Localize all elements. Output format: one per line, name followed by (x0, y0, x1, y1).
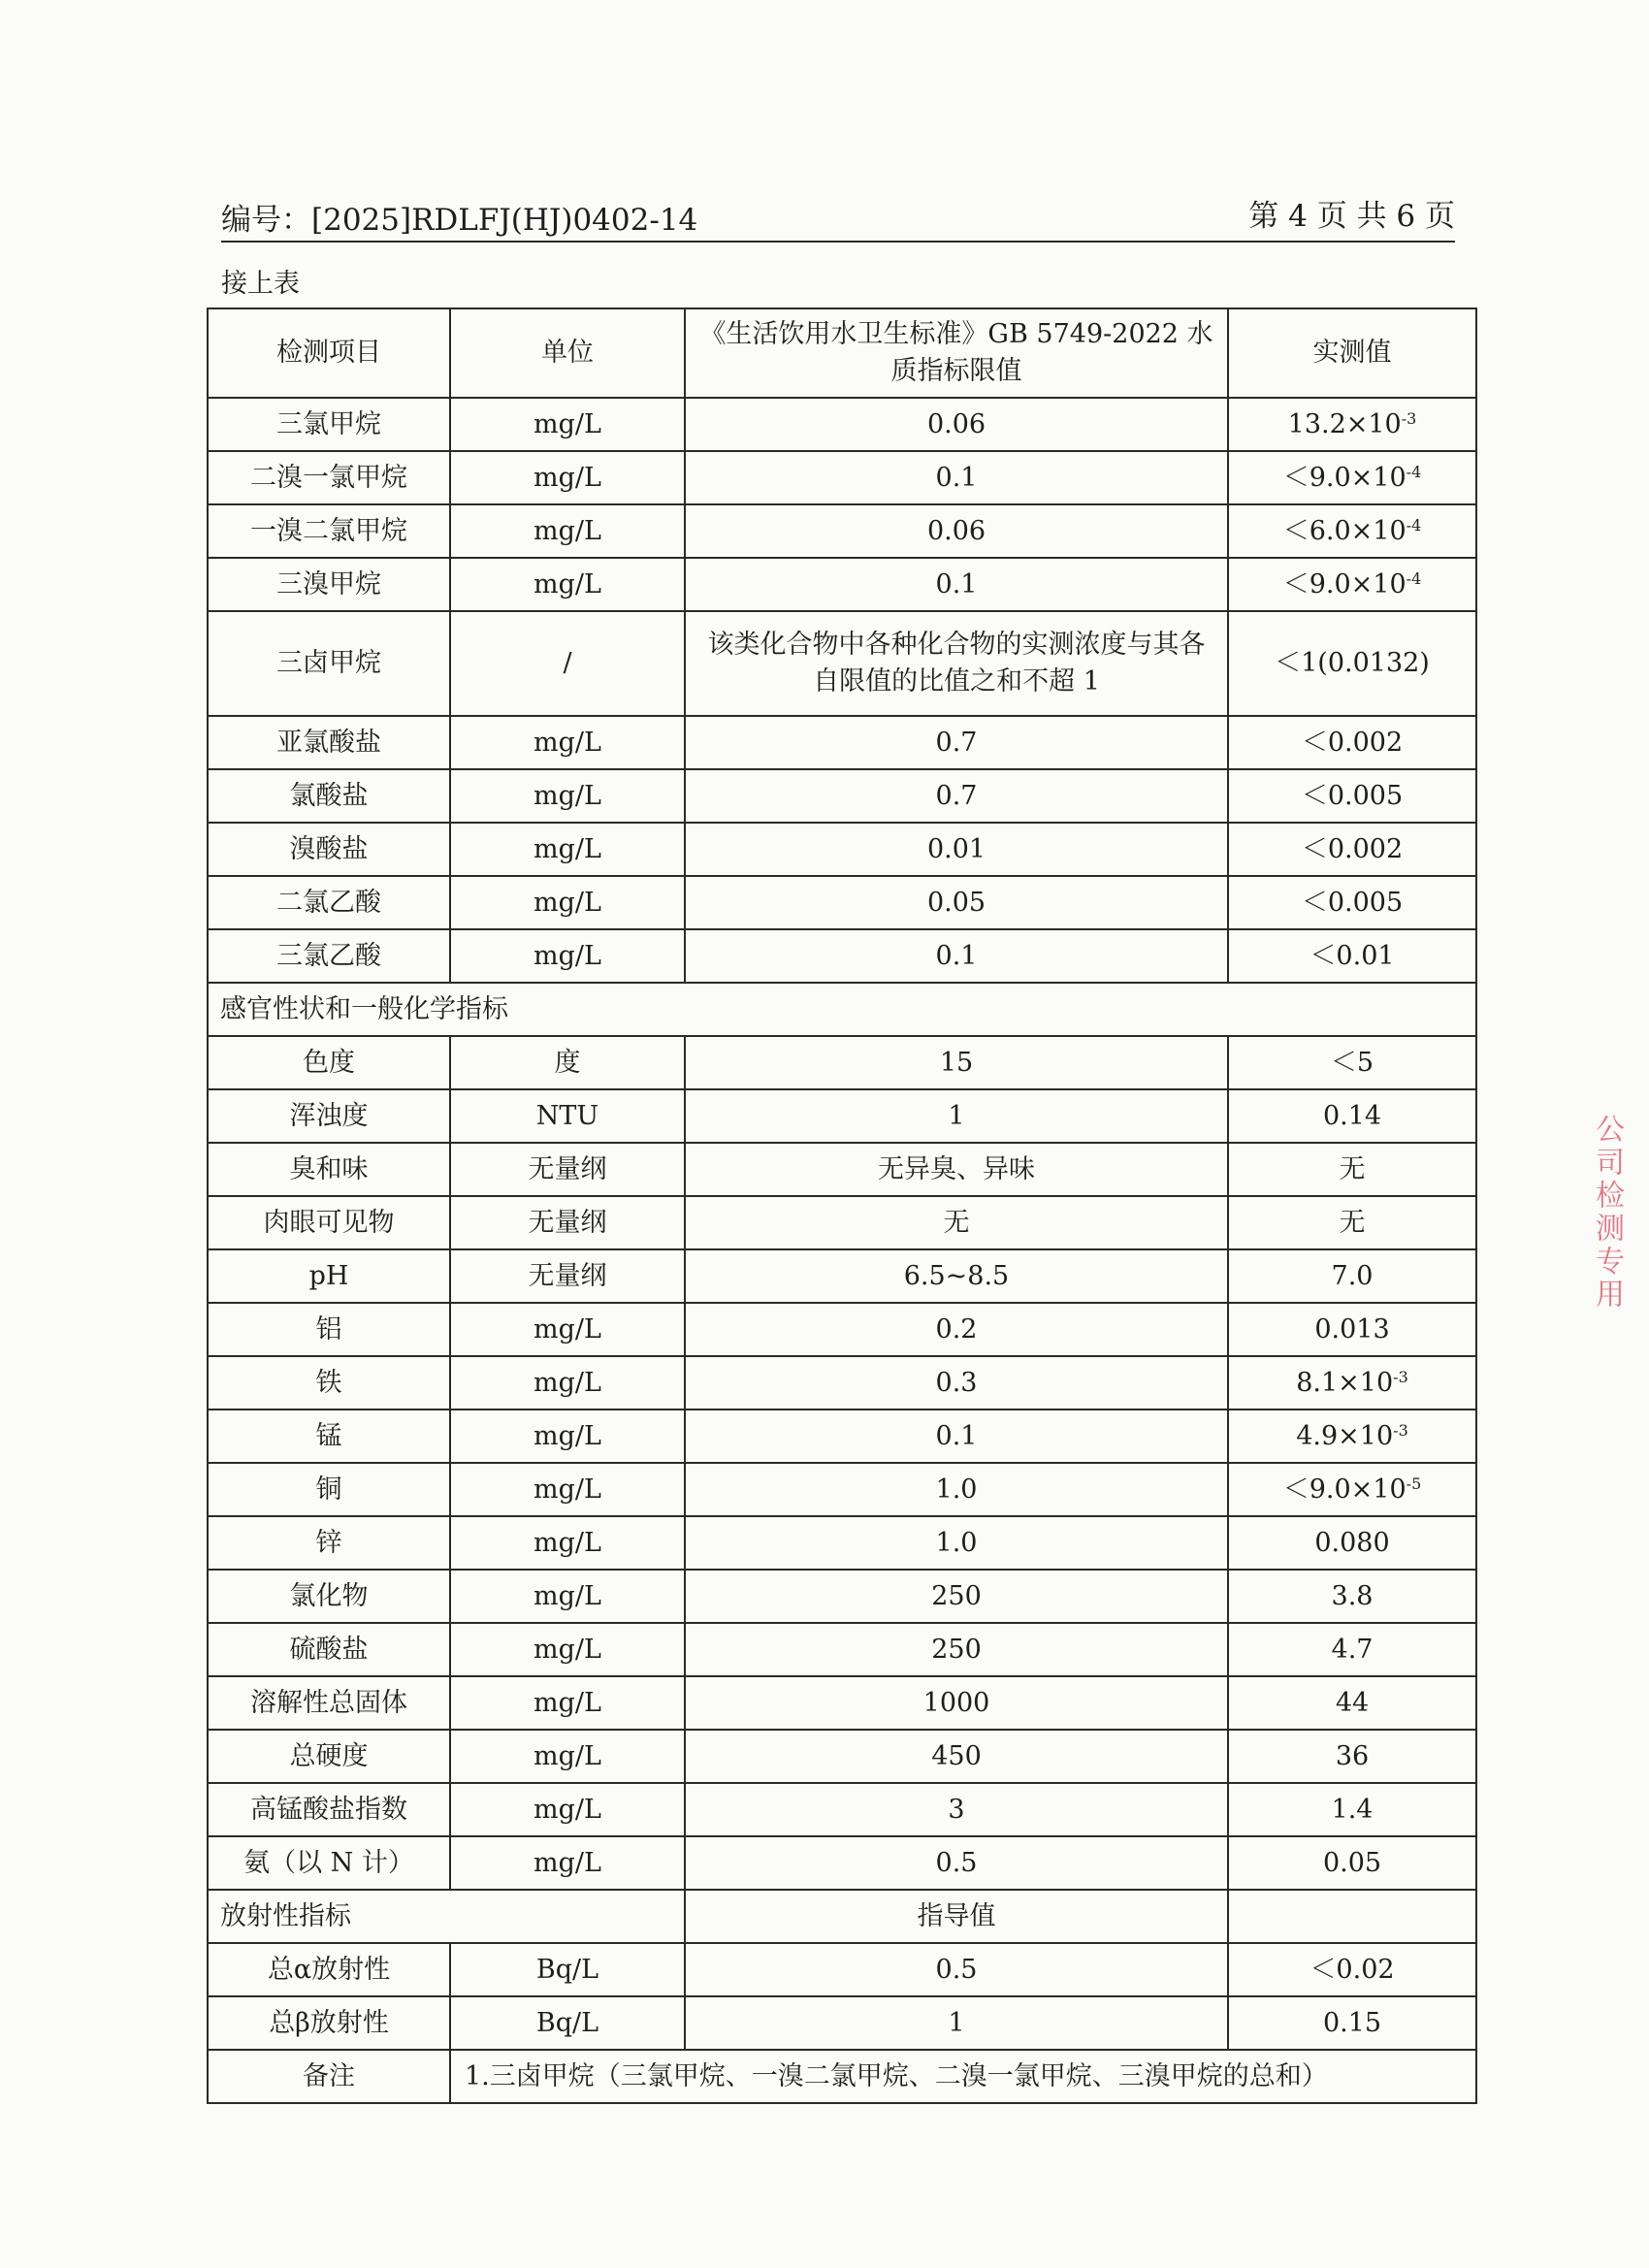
measured-value-cell (1228, 1089, 1476, 1143)
unit-cell: 无量纲 (450, 1196, 685, 1249)
measured-value-cell (1228, 504, 1476, 558)
unit-cell: mg/L (450, 1409, 685, 1463)
item-name-cell: 溴酸盐 (208, 823, 450, 876)
limit-cell: 0.1 (685, 929, 1228, 983)
limit-cell: 0.5 (685, 1836, 1228, 1890)
measured-value-cell (1228, 611, 1476, 716)
item-name-cell: 总α放射性 (208, 1943, 450, 1996)
limit-cell: 0.1 (685, 558, 1228, 611)
limit-cell: 无 (685, 1196, 1228, 1249)
exponent: -4 (1406, 462, 1422, 481)
measured-value: 无 (1339, 1207, 1366, 1238)
measured-value: 0.013 (1314, 1313, 1390, 1345)
limit-cell: 0.1 (685, 451, 1228, 504)
measured-value: ＜0.005 (1301, 887, 1404, 918)
table-row (208, 769, 1476, 823)
notes-row (208, 2050, 1476, 2103)
unit-cell: mg/L (450, 1730, 685, 1783)
measured-value-cell (1228, 1730, 1476, 1783)
table-row (208, 611, 1476, 716)
measured-value: ＜9.0×10 (1282, 568, 1406, 599)
item-name-cell: 总硬度 (208, 1730, 450, 1783)
unit-cell: mg/L (450, 1356, 685, 1409)
unit-cell: mg/L (450, 876, 685, 929)
item-name-cell: 三溴甲烷 (208, 558, 450, 611)
document-number: 编号：[2025]RDLFJ(HJ)0402-14 (221, 203, 698, 238)
unit-cell: mg/L (450, 1783, 685, 1836)
unit-cell: 无量纲 (450, 1143, 685, 1196)
measured-value-cell (1228, 1196, 1476, 1249)
table-row (208, 1730, 1476, 1783)
measured-value: ＜9.0×10 (1282, 1474, 1406, 1505)
limit-cell: 无异臭、异味 (685, 1143, 1228, 1196)
table-row (208, 451, 1476, 504)
measured-value-cell (1228, 1570, 1476, 1623)
measured-value-cell (1228, 1676, 1476, 1730)
measured-value: 3.8 (1331, 1580, 1374, 1611)
measured-value: ＜9.0×10 (1282, 462, 1406, 493)
item-name-cell: 总β放射性 (208, 1996, 450, 2050)
guide-value-header: 指导值 (685, 1890, 1228, 1943)
measured-value-cell (1228, 1036, 1476, 1089)
item-name-cell: 肉眼可见物 (208, 1196, 450, 1249)
limit-cell: 0.06 (685, 398, 1228, 451)
exponent: -3 (1393, 1420, 1408, 1440)
table-row (208, 398, 1476, 451)
limit-cell: 0.05 (685, 876, 1228, 929)
limit-cell: 0.7 (685, 769, 1228, 823)
unit-cell: mg/L (450, 1303, 685, 1356)
measured-value-cell (1228, 1409, 1476, 1463)
limit-cell: 0.7 (685, 716, 1228, 769)
table-row (208, 716, 1476, 769)
measured-value: ＜0.02 (1310, 1954, 1395, 1985)
table-row (208, 876, 1476, 929)
column-header-unit: 单位 (450, 308, 685, 398)
unit-cell: mg/L (450, 1463, 685, 1516)
item-name-cell: 溶解性总固体 (208, 1676, 450, 1730)
unit-cell: mg/L (450, 1516, 685, 1570)
measured-value: 13.2×10 (1287, 408, 1402, 439)
limit-cell: 0.06 (685, 504, 1228, 558)
limit-cell: 0.1 (685, 1409, 1228, 1463)
unit-cell: mg/L (450, 929, 685, 983)
page-indicator: 第 4 页 共 6 页 (1248, 199, 1455, 234)
unit-cell: Bq/L (450, 1996, 685, 2050)
measured-value-cell (1228, 1996, 1476, 2050)
table-row (208, 1089, 1476, 1143)
item-name-cell: 二氯乙酸 (208, 876, 450, 929)
unit-cell: Bq/L (450, 1943, 685, 1996)
item-name-cell: 臭和味 (208, 1143, 450, 1196)
unit-cell: mg/L (450, 1623, 685, 1676)
measured-value: 0.15 (1322, 2007, 1382, 2038)
limit-cell: 1 (685, 1996, 1228, 2050)
item-name-cell: 铁 (208, 1356, 450, 1409)
item-name-cell: 铜 (208, 1463, 450, 1516)
measured-value-cell (1228, 1783, 1476, 1836)
measured-value: 0.05 (1322, 1847, 1382, 1878)
table-row (208, 1570, 1476, 1623)
item-name-cell: 亚氯酸盐 (208, 716, 450, 769)
exponent: -3 (1401, 408, 1417, 428)
unit-cell: 度 (450, 1036, 685, 1089)
unit-cell: mg/L (450, 451, 685, 504)
measured-value: ＜0.002 (1301, 727, 1404, 758)
limit-cell: 450 (685, 1730, 1228, 1783)
item-name-cell: pH (208, 1249, 450, 1303)
limit-cell: 1000 (685, 1676, 1228, 1730)
table-row (208, 1676, 1476, 1730)
measured-value: 0.080 (1314, 1527, 1390, 1558)
item-name-cell: 锌 (208, 1516, 450, 1570)
measured-value-cell (1228, 1303, 1476, 1356)
limit-cell: 1 (685, 1089, 1228, 1143)
table-row (208, 1943, 1476, 1996)
item-name-cell: 铝 (208, 1303, 450, 1356)
section-title: 感官性状和一般化学指标 (208, 983, 1476, 1036)
note-label: 备注 (208, 2050, 450, 2103)
limit-cell: 250 (685, 1570, 1228, 1623)
table-row (208, 1303, 1476, 1356)
unit-cell: NTU (450, 1089, 685, 1143)
measured-value: 无 (1339, 1153, 1366, 1184)
exponent: -4 (1406, 515, 1422, 535)
measured-value-cell (1228, 558, 1476, 611)
measured-value-cell (1228, 876, 1476, 929)
unit-cell: mg/L (450, 1676, 685, 1730)
table-row (208, 1196, 1476, 1249)
item-name-cell: 一溴二氯甲烷 (208, 504, 450, 558)
exponent: -4 (1406, 568, 1422, 588)
section-row-sensory (208, 983, 1476, 1036)
column-header-value: 实测值 (1228, 308, 1476, 398)
continued-label: 接上表 (221, 269, 300, 299)
table-row (208, 1249, 1476, 1303)
limit-cell: 1.0 (685, 1516, 1228, 1570)
measured-value: 8.1×10 (1296, 1367, 1394, 1398)
measured-value-cell (1228, 929, 1476, 983)
measured-value: ＜0.002 (1301, 833, 1404, 864)
unit-cell: mg/L (450, 823, 685, 876)
table-header-row (208, 308, 1476, 398)
column-header-item: 检测项目 (208, 308, 450, 398)
test-results-table (207, 308, 1477, 2104)
table-row (208, 1143, 1476, 1196)
unit-cell: / (450, 611, 685, 716)
measured-value: 4.9×10 (1296, 1420, 1394, 1451)
measured-value: 4.7 (1331, 1634, 1374, 1665)
measured-value-cell (1228, 1623, 1476, 1676)
measured-value: 7.0 (1331, 1260, 1374, 1291)
red-seal-stamp: 公司检测专用 (1590, 1114, 1624, 1312)
section-row-radioactivity (208, 1890, 1476, 1943)
empty-cell (1228, 1890, 1476, 1943)
page-header (221, 194, 1455, 243)
measured-value-cell (1228, 1463, 1476, 1516)
measured-value-cell (1228, 1249, 1476, 1303)
measured-value: 1.4 (1331, 1794, 1374, 1825)
unit-cell: 无量纲 (450, 1249, 685, 1303)
measured-value-cell (1228, 1943, 1476, 1996)
unit-cell: mg/L (450, 716, 685, 769)
unit-cell: mg/L (450, 1570, 685, 1623)
unit-cell: mg/L (450, 398, 685, 451)
table-row (208, 929, 1476, 983)
measured-value-cell (1228, 823, 1476, 876)
column-header-limit: 《生活饮用水卫生标准》GB 5749-2022 水质指标限值 (685, 308, 1228, 398)
limit-cell: 0.01 (685, 823, 1228, 876)
table-row (208, 1836, 1476, 1890)
unit-cell: mg/L (450, 769, 685, 823)
item-name-cell: 硫酸盐 (208, 1623, 450, 1676)
limit-cell: 3 (685, 1783, 1228, 1836)
exponent: -3 (1393, 1367, 1408, 1386)
table-row (208, 1516, 1476, 1570)
measured-value: ＜6.0×10 (1282, 515, 1406, 546)
unit-cell: mg/L (450, 558, 685, 611)
measured-value-cell (1228, 451, 1476, 504)
measured-value: ＜5 (1330, 1047, 1374, 1078)
measured-value-cell (1228, 716, 1476, 769)
table-row (208, 1623, 1476, 1676)
limit-cell: 6.5~8.5 (685, 1249, 1228, 1303)
item-name-cell: 三氯甲烷 (208, 398, 450, 451)
measured-value-cell (1228, 1516, 1476, 1570)
item-name-cell: 锰 (208, 1409, 450, 1463)
measured-value: ＜0.01 (1310, 940, 1395, 971)
limit-cell: 250 (685, 1623, 1228, 1676)
table-row (208, 1356, 1476, 1409)
item-name-cell: 色度 (208, 1036, 450, 1089)
item-name-cell: 浑浊度 (208, 1089, 450, 1143)
limit-cell: 0.3 (685, 1356, 1228, 1409)
limit-cell: 1.0 (685, 1463, 1228, 1516)
item-name-cell: 高锰酸盐指数 (208, 1783, 450, 1836)
table-row (208, 1463, 1476, 1516)
table-row (208, 1996, 1476, 2050)
table-row (208, 1036, 1476, 1089)
table-row (208, 1409, 1476, 1463)
item-name-cell: 二溴一氯甲烷 (208, 451, 450, 504)
table-row (208, 823, 1476, 876)
item-name-cell: 三氯乙酸 (208, 929, 450, 983)
measured-value-cell (1228, 1356, 1476, 1409)
item-name-cell: 氯酸盐 (208, 769, 450, 823)
measured-value: 36 (1335, 1740, 1370, 1771)
measured-value-cell (1228, 769, 1476, 823)
limit-cell: 15 (685, 1036, 1228, 1089)
table-row (208, 504, 1476, 558)
measured-value-cell (1228, 1143, 1476, 1196)
measured-value: 0.14 (1322, 1100, 1382, 1131)
table-row (208, 558, 1476, 611)
section-title: 放射性指标 (208, 1890, 685, 1943)
measured-value-cell (1228, 1836, 1476, 1890)
item-name-cell: 氯化物 (208, 1570, 450, 1623)
measured-value-cell (1228, 398, 1476, 451)
limit-cell: 该类化合物中各种化合物的实测浓度与其各自限值的比值之和不超 1 (685, 611, 1228, 716)
note-text: 1.三卤甲烷（三氯甲烷、一溴二氯甲烷、二溴一氯甲烷、三溴甲烷的总和） (450, 2050, 1476, 2103)
measured-value: ＜0.005 (1301, 780, 1404, 811)
exponent: -5 (1406, 1474, 1422, 1493)
unit-cell: mg/L (450, 504, 685, 558)
limit-cell: 0.2 (685, 1303, 1228, 1356)
item-name-cell: 氨（以 N 计） (208, 1836, 450, 1890)
item-name-cell: 三卤甲烷 (208, 611, 450, 716)
measured-value: 44 (1335, 1687, 1370, 1718)
limit-cell: 0.5 (685, 1943, 1228, 1996)
measured-value: ＜1(0.0132) (1275, 648, 1430, 679)
table-row (208, 1783, 1476, 1836)
unit-cell: mg/L (450, 1836, 685, 1890)
